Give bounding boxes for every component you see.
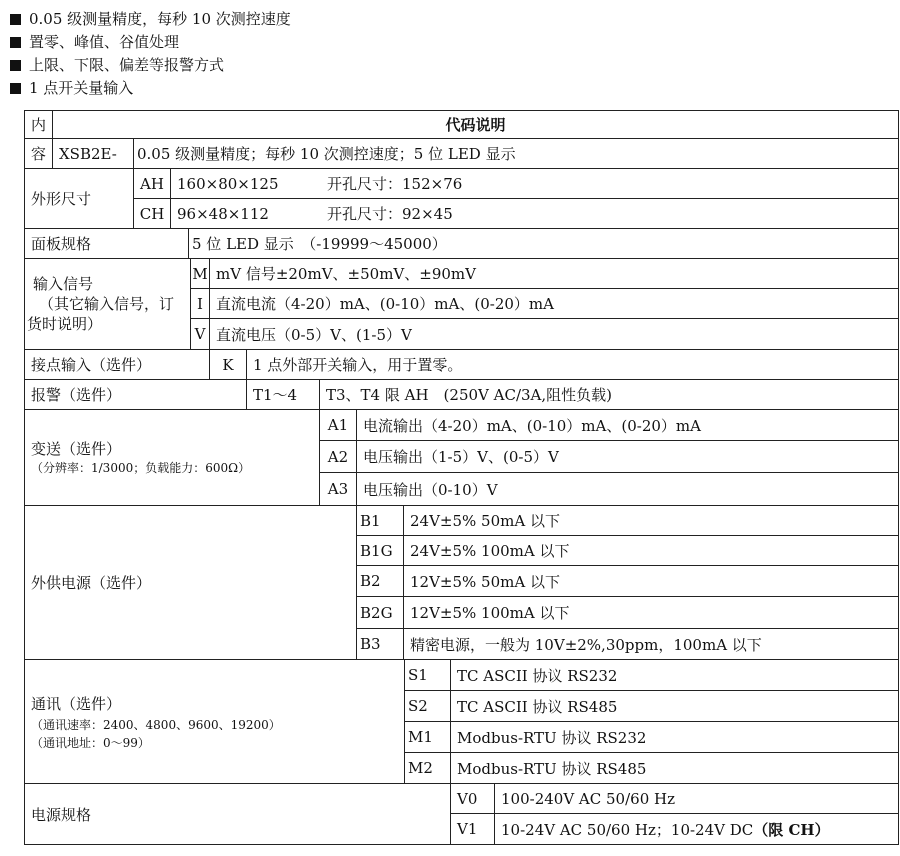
power-label: 电源规格: [24, 783, 451, 845]
comm-desc: TC ASCII 协议 RS485: [450, 690, 899, 722]
switch-input-code: K: [209, 349, 247, 380]
aux-power-code: B3: [356, 628, 404, 660]
aux-power-desc: 12V±5% 100mA 以下: [403, 596, 899, 629]
comm-code: M1: [404, 721, 451, 753]
content-label-top: 内: [24, 110, 53, 139]
dim-size: 160×80×125: [177, 174, 279, 193]
aux-power-code: B2: [356, 565, 404, 597]
dim-cutout: 开孔尺寸：152×76: [327, 175, 463, 193]
transmit-code: A1: [319, 409, 357, 441]
input-code: I: [190, 288, 210, 319]
transmit-code: A2: [319, 440, 357, 473]
input-label-line: （其它输入信号，订: [39, 295, 175, 313]
power-desc-text: 10-24V AC 50/60 Hz；10-24V DC: [501, 820, 754, 839]
comm-desc: Modbus-RTU 协议 RS485: [450, 752, 899, 784]
comm-desc: TC ASCII 协议 RS232: [450, 659, 899, 691]
dim-cutout: 开孔尺寸：92×45: [327, 205, 453, 223]
aux-power-code: B2G: [356, 596, 404, 629]
comm-note: （通讯速率：2400、4800、9600、19200）: [31, 717, 281, 732]
input-label: [24, 258, 191, 350]
comm-label: 通讯（选件）: [31, 694, 122, 713]
comm-label-cell: [24, 659, 405, 784]
aux-power-code: B1: [356, 505, 404, 536]
transmit-label: 变送（选件）: [31, 440, 122, 458]
comm-code: M2: [404, 752, 451, 784]
transmit-desc: 电压输出（1-5）V、(0-5）V: [356, 440, 899, 473]
power-desc-text: 100-240V AC 50/60 Hz: [501, 789, 675, 808]
content-label-bottom: 容: [24, 138, 53, 169]
transmit-note: （分辨率：1/3000；负载能力：600Ω）: [31, 461, 251, 475]
aux-power-code: B1G: [356, 535, 404, 566]
comm-code: S2: [404, 690, 451, 722]
feature-text: 0.05 级测量精度，每秒 10 次测控速度: [29, 10, 291, 28]
dim-row: [170, 198, 899, 229]
panel-label: 面板规格: [24, 228, 189, 259]
aux-power-label: 外供电源（选件）: [24, 505, 357, 660]
dim-row: [170, 168, 899, 199]
transmit-desc: 电压输出（0-10）V: [356, 472, 899, 506]
transmit-desc: 电流输出（4-20）mA、(0-10）mA、(0-20）mA: [356, 409, 899, 441]
dim-size: 96×48×112: [177, 204, 269, 223]
model-code: XSB2E-: [52, 138, 134, 169]
dim-code: AH: [133, 168, 171, 199]
alarm-desc: T3、T4 限 AH (250V AC/3A,阻性负载): [319, 379, 899, 410]
switch-input-label: 接点输入（选件）: [24, 349, 210, 380]
power-desc-suffix: （限 CH）: [753, 820, 830, 839]
comm-desc: Modbus-RTU 协议 RS232: [450, 721, 899, 753]
input-desc: 直流电压（0-5）V、(1-5）V: [209, 318, 899, 350]
aux-power-desc: 精密电源，一般为 10V±2%,30ppm，100mA 以下: [403, 628, 899, 660]
input-code: M: [190, 258, 210, 289]
aux-power-desc: 24V±5% 50mA 以下: [403, 505, 899, 536]
aux-power-desc: 24V±5% 100mA 以下: [403, 535, 899, 566]
transmit-code: A3: [319, 472, 357, 506]
input-desc: 直流电流（4-20）mA、(0-10）mA、(0-20）mA: [209, 288, 899, 319]
alarm-code: T1～4: [246, 379, 320, 410]
model-desc: 0.05 级测量精度；每秒 10 次测控速度；5 位 LED 显示: [133, 138, 899, 169]
input-desc: mV 信号±20mV、±50mV、±90mV: [209, 258, 899, 289]
comm-note: （通讯地址：0～99）: [31, 735, 150, 750]
input-label-line: 货时说明）: [27, 315, 103, 333]
comm-code: S1: [404, 659, 451, 691]
feature-text: 上限、下限、偏差等报警方式: [29, 56, 225, 74]
feature-text: 1 点开关量输入: [29, 79, 134, 97]
aux-power-desc: 12V±5% 50mA 以下: [403, 565, 899, 597]
feature-text: 置零、峰值、谷值处理: [29, 33, 180, 51]
power-desc: [494, 813, 899, 845]
power-desc: [494, 783, 899, 814]
input-label-line: 输入信号: [33, 275, 94, 293]
panel-desc: 5 位 LED 显示 （-19999～45000）: [188, 228, 899, 259]
power-code: V1: [450, 813, 495, 845]
alarm-label: 报警（选件）: [24, 379, 247, 410]
table-title: 代码说明: [52, 110, 899, 139]
transmit-label-cell: [24, 409, 320, 506]
switch-input-desc: 1 点外部开关输入，用于置零。: [246, 349, 899, 380]
input-code: V: [190, 318, 210, 350]
power-code: V0: [450, 783, 495, 814]
dimensions-label: 外形尺寸: [24, 168, 134, 229]
dim-code: CH: [133, 198, 171, 229]
